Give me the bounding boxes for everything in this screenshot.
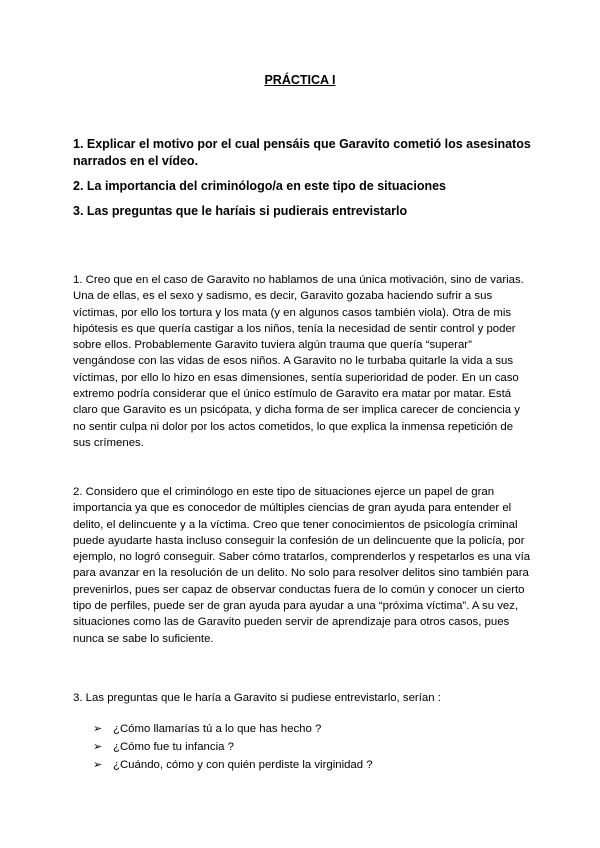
list-item: [93, 738, 513, 756]
arrow-bullet-icon: ➢: [93, 723, 103, 735]
list-item: [93, 720, 513, 738]
answer-3-intro: 3. Las preguntas que le haría a Garavito si pudiese entrevistarlo, serían :: [73, 692, 441, 704]
assignment-questions: [73, 136, 533, 228]
question-1: 1. Explicar el motivo por el cual pensáis que Garavito cometió los asesinatos narrados en el vídeo.: [73, 137, 531, 168]
arrow-bullet-icon: ➢: [93, 741, 103, 753]
page-title: PRÁCTICA I: [264, 73, 336, 87]
interview-question: ¿Cuándo, cómo y con quién perdiste la virginidad ?: [113, 759, 373, 771]
interview-question: ¿Cómo llamarías tú a lo que has hecho ?: [113, 723, 322, 735]
answer-1: 1. Creo que en el caso de Garavito no hablamos de una única motivación, sino de varias. Una de ellas, es el sexo y sadismo, es decir, Garavito gozaba haciendo sufrir a sus víctimas, por ello los tortura y los mata (y en algunos casos también viola). Otra de mis hipótesis es que quería castigar a los niños, tenía la necesidad de sentir control y poder sobre ellos. Probablemente Garavito tuviera algún trauma que quería “superar” vengándose con las vidas de esos niños. A Garavito no le turbaba quitarle la vida a sus víctimas, por ello lo hizo en esas dimensiones, sentía superioridad de poder. En un caso extremo podría considerar que el único estímulo de Garavito era matar por matar. Está claro que Garavito es un psicópata, y dicha forma de ser implica carecer de conciencia y no sentir culpa ni dolor por los actos cometidos, lo que explica la inmensa repetición de sus crímenes.: [73, 274, 524, 449]
list-item: [93, 756, 513, 774]
question-3: 3. Las preguntas que le haríais si pudierais entrevistarlo: [73, 204, 408, 218]
interview-question: ¿Cómo fue tu infancia ?: [113, 741, 234, 753]
interview-question-list: [93, 720, 513, 774]
question-2: 2. La importancia del criminólogo/a en este tipo de situaciones: [73, 179, 447, 193]
arrow-bullet-icon: ➢: [93, 759, 103, 771]
answer-2: 2. Considero que el criminólogo en este tipo de situaciones ejerce un papel de gran importancia ya que es conocedor de múltiples ciencias de gran ayuda para entender el delito, el delincuente y a la víctima. Creo que tener conocimientos de psicología criminal puede ayudarte hasta incluso conseguir la confesión de un delincuente que la policía, por ejemplo, no logró conseguir. Saber cómo tratarlos, comprenderlos y respetarlos es una vía para avanzar en la resolución de un delito. No solo para resolver delitos sino también para prevenirlos, pues ser capaz de observar conductas fuera de lo común y conocer un cierto tipo de perfiles, puede ser de gran ayuda para ayudar a una “próxima víctima”. A su vez, situaciones como las de Garavito pueden servir de aprendizaje para otros casos, pues nunca se sabe lo suficiente.: [73, 486, 531, 645]
